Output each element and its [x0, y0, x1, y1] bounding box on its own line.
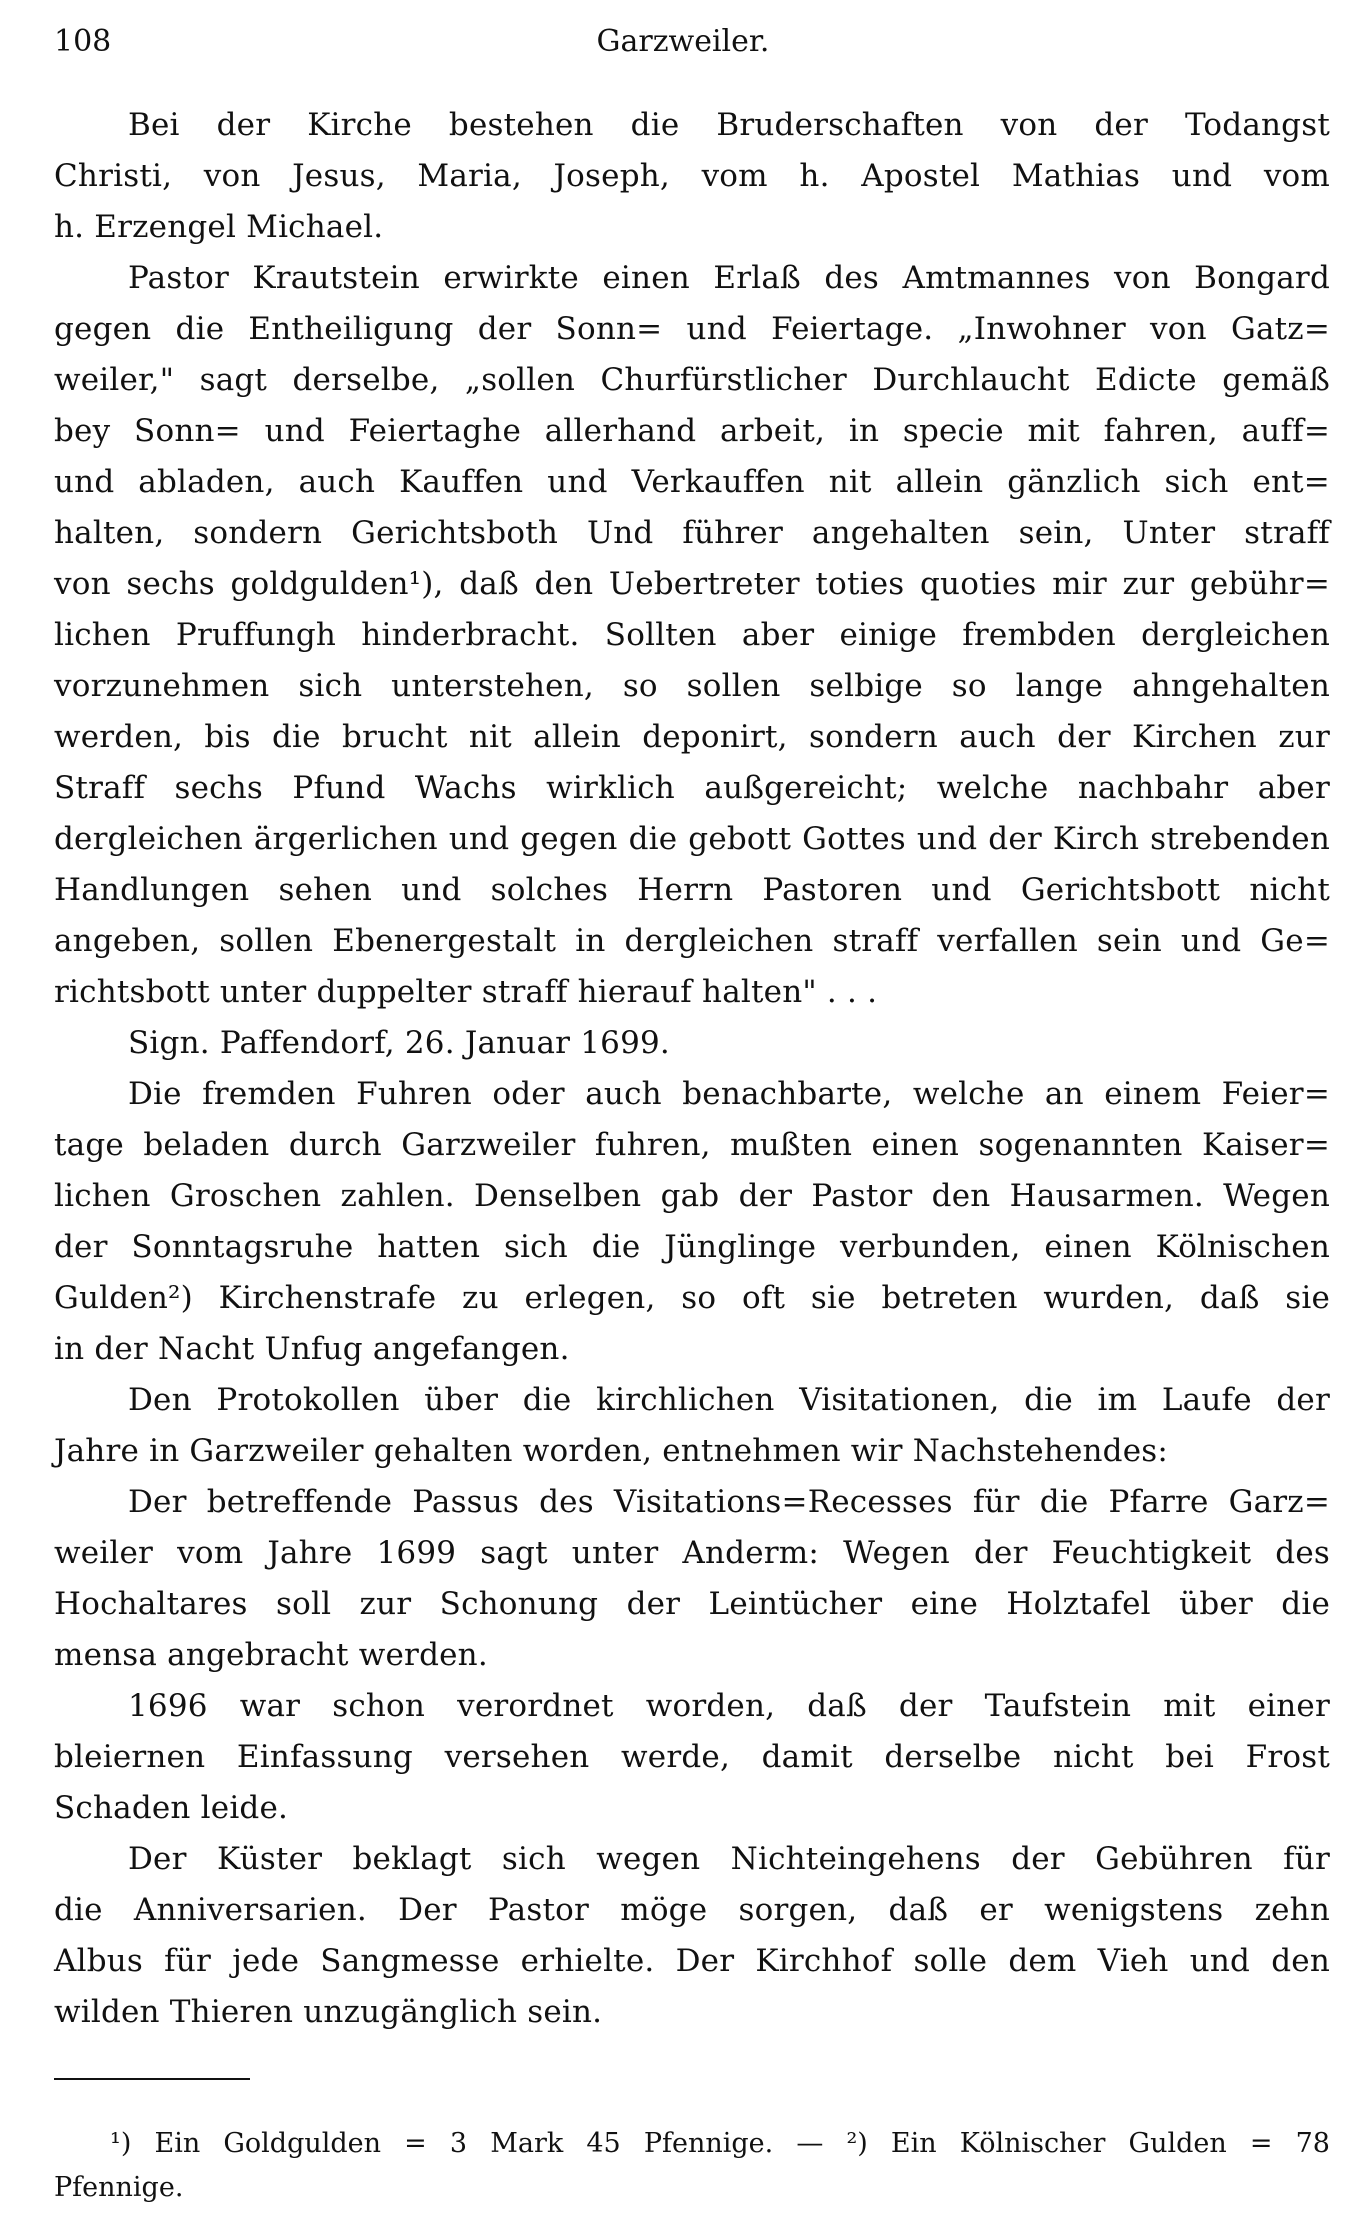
text-line: Handlungen sehen und solches Herrn Pastoren und Gerichtsbott nicht — [54, 872, 1330, 908]
text-line: Den Protokollen über die kirchlichen Visitationen, die im Laufe der — [128, 1382, 1330, 1418]
page-number: 108 — [54, 24, 112, 59]
text-line: Schaden leide. — [54, 1790, 289, 1826]
text-line: weiler," sagt derselbe, „sollen Churfürstlicher Durchlaucht Edicte gemäß — [54, 362, 1330, 398]
text-line: Jahre in Garzweiler gehalten worden, entnehmen wir Nachstehendes: — [54, 1433, 1168, 1469]
text-line: richtsbott unter duppelter straff hierauf halten" . . . — [54, 974, 878, 1010]
text-line: vorzunehmen sich unterstehen, so sollen selbige so lange ahngehalten — [54, 668, 1330, 704]
text-line: lichen Pruffungh hinderbracht. Sollten aber einige frembden dergleichen — [54, 617, 1330, 653]
text-line: die Anniversarien. Der Pastor möge sorgen, daß er wenigstens zehn — [54, 1892, 1330, 1928]
text-line: 1696 war schon verordnet worden, daß der Taufstein mit einer — [128, 1688, 1330, 1724]
text-line: Gulden²) Kirchenstrafe zu erlegen, so oft sie betreten wurden, daß sie — [54, 1280, 1330, 1316]
text-line: wilden Thieren unzugänglich sein. — [54, 1994, 603, 2030]
text-line: werden, bis die brucht nit allein deponirt, sondern auch der Kirchen zur — [54, 719, 1330, 755]
text-line: lichen Groschen zahlen. Denselben gab der Pastor den Hausarmen. Wegen — [54, 1178, 1330, 1214]
text-line: in der Nacht Unfug angefangen. — [54, 1331, 570, 1367]
text-line: Bei der Kirche bestehen die Bruderschaften von der Todangst — [128, 107, 1330, 143]
text-line: bey Sonn= und Feiertaghe allerhand arbeit, in specie mit fahren, auff= — [54, 413, 1330, 449]
text-line: weiler vom Jahre 1699 sagt unter Anderm: Wegen der Feuchtigkeit des — [54, 1535, 1330, 1571]
text-line: Straff sechs Pfund Wachs wirklich außgereicht; welche nachbahr aber — [54, 770, 1330, 806]
text-line: dergleichen ärgerlichen und gegen die gebott Gottes und der Kirch strebenden — [54, 821, 1330, 857]
text-line: gegen die Entheiligung der Sonn= und Feiertage. „Inwohner von Gatz= — [54, 311, 1330, 347]
text-line: Der betreffende Passus des Visitations=Recesses für die Pfarre Garz= — [128, 1484, 1330, 1520]
text-line: der Sonntagsruhe hatten sich die Jünglinge verbunden, einen Kölnischen — [54, 1229, 1330, 1265]
text-line: Christi, von Jesus, Maria, Joseph, vom h. Apostel Mathias und vom — [54, 158, 1330, 194]
footnote-line: Pfennige. — [54, 2172, 184, 2203]
text-line: angeben, sollen Ebenergestalt in dergleichen straff verfallen sein und Ge= — [54, 923, 1330, 959]
text-line: von sechs goldgulden¹), daß den Uebertreter toties quoties mir zur gebühr= — [54, 566, 1330, 602]
footnote-divider — [54, 2078, 250, 2080]
text-line: Die fremden Fuhren oder auch benachbarte, welche an einem Feier= — [128, 1076, 1330, 1112]
text-line: h. Erzengel Michael. — [54, 209, 384, 245]
text-line: tage beladen durch Garzweiler fuhren, mußten einen sogenannten Kaiser= — [54, 1127, 1330, 1163]
text-line: Pastor Krautstein erwirkte einen Erlaß des Amtmannes von Bongard — [128, 260, 1330, 296]
text-line: halten, sondern Gerichtsboth Und führer angehalten sein, Unter straff — [54, 515, 1330, 551]
text-line: und abladen, auch Kauffen und Verkauffen nit allein gänzlich sich ent= — [54, 464, 1330, 500]
footnote-line: ¹) Ein Goldgulden = 3 Mark 45 Pfennige. — ²) Ein Kölnischer Gulden = 78 — [110, 2128, 1330, 2159]
text-line: Sign. Paffendorf, 26. Januar 1699. — [128, 1025, 670, 1061]
text-line: Albus für jede Sangmesse erhielte. Der Kirchhof solle dem Vieh und den — [54, 1943, 1330, 1979]
text-line: Der Küster beklagt sich wegen Nichteingehens der Gebühren für — [128, 1841, 1330, 1877]
text-line: bleiernen Einfassung versehen werde, damit derselbe nicht bei Frost — [54, 1739, 1330, 1775]
running-title: Garzweiler. — [596, 24, 770, 59]
text-line: Hochaltares soll zur Schonung der Leintücher eine Holztafel über die — [54, 1586, 1330, 1622]
text-line: mensa angebracht werden. — [54, 1637, 488, 1673]
